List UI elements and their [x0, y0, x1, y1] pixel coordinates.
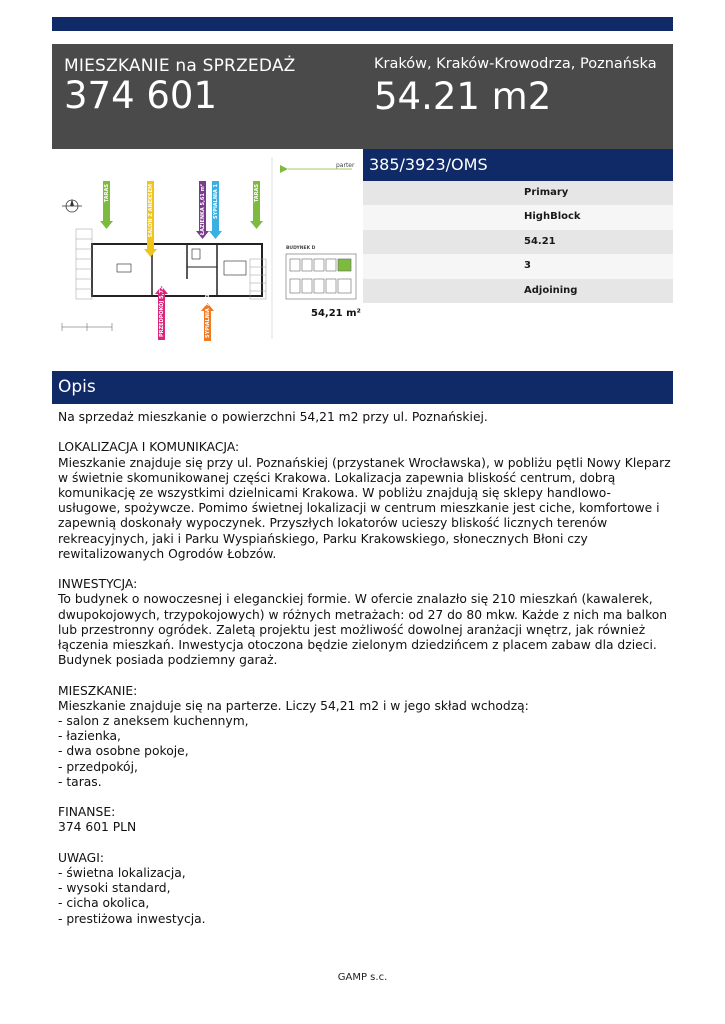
plan-label-bathroom: ŁAZIENKA 5,61 m² — [200, 184, 206, 236]
plan-label-terrace-left: TARAS — [104, 184, 110, 203]
terrace-right — [250, 259, 266, 299]
list-item: - cicha okolica, — [58, 896, 150, 911]
plan-area-label: 54,21 m² — [311, 308, 361, 319]
section-title: Opis — [58, 377, 96, 397]
list-item: - przedpokój, — [58, 759, 138, 774]
top-accent-bar — [52, 17, 673, 31]
plan-building-label: BUDYNEK D — [286, 246, 316, 251]
scale-bar — [62, 323, 112, 331]
section-title-bar — [52, 371, 673, 404]
footer: GAMP s.c. — [337, 972, 388, 983]
compass-icon — [62, 199, 82, 212]
desc-location-text: Mieszkanie znajduje się przy ul. Poznańskiej (przystanek Wrocławska), w pobliżu pętli Nowy Kleparz w świetnie skomunikowanej części Krakowa. Lokalizacja zapewnia bliskość centrum, dobrą komunikację ze wszystkimi dzielnicami Krakowa. W pobliżu znajdują się sklepy handlowo-usługowe, spożywcze. Pomimo świetnej lokalizacji w centrum mieszkanie jest ciche, komfortowe i zapewnią doskonały wypoczynek. Przyszłych lokatorów ucieszy bliskość licznych terenów rekreacyjnych, jaki i Parku Wyspiańskiego, Parku Krakowskiego, słonecznych Błoni czy rewitalizowanych Ogrodów Łobzów. — [58, 455, 671, 561]
list-item: - wysoki standard, — [58, 881, 171, 896]
building-key-plan — [286, 254, 356, 299]
spec-building-type: HighBlock — [363, 205, 673, 229]
floor-plan-image — [52, 149, 362, 344]
desc-finance-text: 374 601 PLN — [58, 820, 137, 835]
spec-area: 54.21 — [363, 230, 673, 254]
desc-investment-text: To budynek o nowoczesnej i eleganckiej formie. W ofercie znalazło się 210 mieszkań (kawalerek, dwupokojowych, trzypokojowych) w różnych metrażach: od 27 do 80 mkw. Każde z nich ma balkon lub przestronny ogródek. Zaletą projektu jest możliwość dowolnej aranżacji wnętrz, jak również łączenia mieszkań. Inwestycja otoczona będzie zielonym dziedzińcem z placem zabaw dla dzieci. Budynek posiada podziemny garaż. — [58, 592, 668, 668]
listing-type: MIESZKANIE na SPRZEDAŻ — [64, 56, 296, 76]
price: 374 601 — [64, 74, 218, 117]
desc-apartment-text: Mieszkanie znajduje się na parterze. Liczy 54,21 m2 i w jego skład wchodzą: — [58, 698, 529, 713]
spec-market: Primary — [363, 181, 673, 205]
list-item: - łazienka, — [58, 729, 121, 744]
desc-apartment-title: MIESZKANIE: — [58, 683, 138, 698]
terrace-left — [76, 229, 92, 299]
desc-investment-title: INWESTYCJA: — [58, 577, 138, 592]
location: Kraków, Kraków-Krowodrza, Poznańska — [374, 56, 657, 72]
listing-header — [52, 44, 673, 149]
spec-rooms: 3 — [363, 254, 673, 278]
desc-location-title: LOKALIZACJA I KOMUNIKACJA: — [58, 440, 240, 455]
plan-label-bedroom-2: SYPIALNIA 7,71 m² — [205, 285, 211, 338]
list-item: - dwa osobne pokoje, — [58, 744, 189, 759]
plan-label-hallway: PRZEDPOKÓJ 5,72 m² — [159, 277, 165, 337]
plan-label-salon: SALON Z ANEKSEM — [148, 184, 154, 238]
list-item: - prestiżowa inwestycja. — [58, 911, 206, 926]
plan-label-terrace-right: TARAS — [254, 184, 260, 203]
desc-finance-title: FINANSE: — [58, 805, 116, 820]
specs-panel — [363, 149, 673, 303]
reference-number: 385/3923/OMS — [363, 149, 673, 181]
apartment-layout — [92, 244, 262, 296]
plan-floor-label: parter — [336, 162, 355, 169]
list-item: - świetna lokalizacja, — [58, 866, 186, 881]
area: 54.21 m2 — [374, 75, 552, 118]
list-item: - salon z aneksem kuchennym, — [58, 714, 249, 729]
description — [58, 410, 672, 927]
desc-notes-title: UWAGI: — [58, 850, 104, 865]
spec-kitchen: Adjoining — [363, 279, 673, 303]
plan-label-bedroom-1: SYPIALNIA 1 — [213, 184, 219, 219]
desc-intro: Na sprzedaż mieszkanie o powierzchni 54,21 m2 przy ul. Poznańskiej. — [58, 410, 488, 424]
list-item: - taras. — [58, 774, 102, 789]
